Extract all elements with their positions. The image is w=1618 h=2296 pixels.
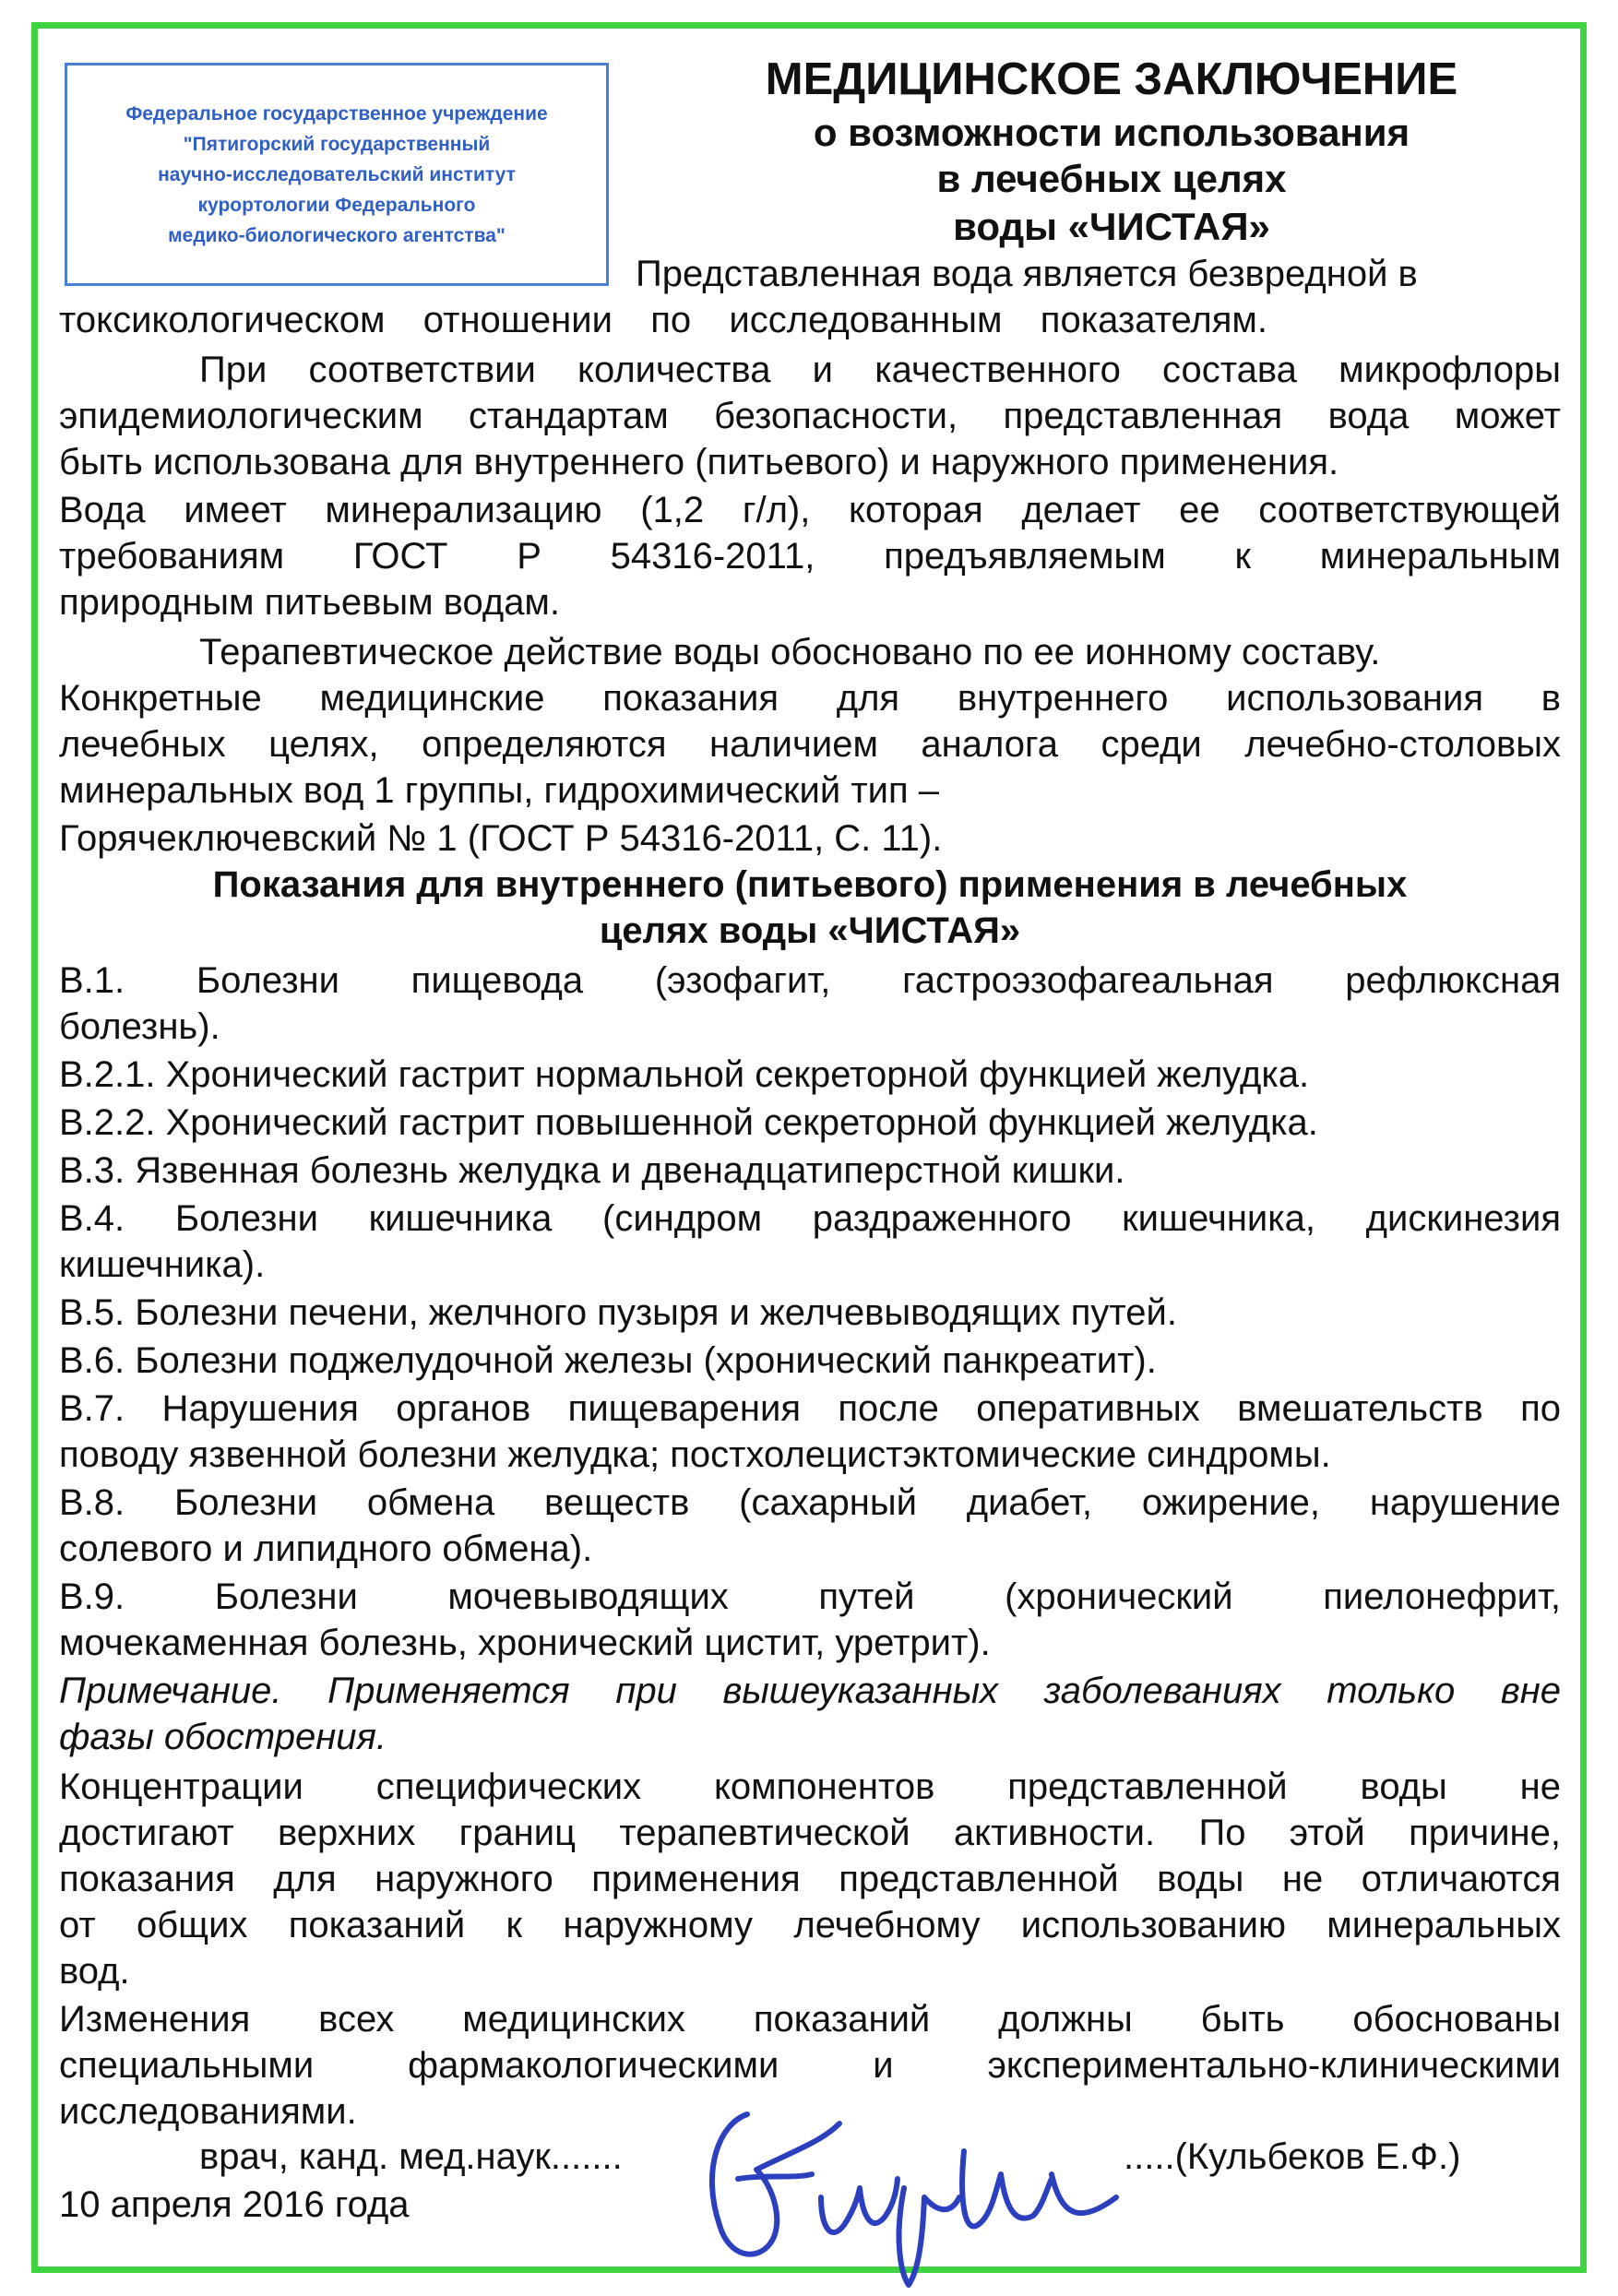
text-line: Концентрации специфических компонентов представленной воды не <box>59 1767 1561 1807</box>
stamp-line: медико-биологического агентства" <box>168 224 506 246</box>
text-line: Вода имеет минерализацию (1,2 г/л), которая делает ее соответствующей <box>59 490 1561 530</box>
note-text: Примечание. Применяется при вышеуказанных заболеваниях только вне <box>59 1671 1561 1711</box>
list-item: В.7. Нарушения органов пищеварения после оперативных вмешательств по <box>59 1388 1561 1429</box>
text-line: природным питьевым водам. <box>59 582 561 623</box>
list-item: В.3. Язвенная болезнь желудка и двенадцатиперстной кишки. <box>59 1150 1125 1191</box>
section-heading: Показания для внутреннего (питьевого) применения в лечебных <box>212 864 1408 905</box>
text-line: При соответствии количества и качественного состава микрофлоры <box>199 350 1561 390</box>
list-item: В.5. Болезни печени, желчного пузыря и желчевыводящих путей. <box>59 1292 1177 1333</box>
text-line: быть использована для внутреннего (питьевого) и наружного применения. <box>59 442 1339 482</box>
text-line: вод. <box>59 1951 130 1992</box>
text-line: эпидемиологическим стандартам безопасности, представленная вода может <box>59 396 1561 436</box>
text-line: минеральных вод 1 группы, гидрохимический тип – <box>59 770 940 811</box>
document-title: МЕДИЦИНСКОЕ ЗАКЛЮЧЕНИЕ <box>765 54 1458 104</box>
list-item: В.4. Болезни кишечника (синдром раздраженного кишечника, дискинезия <box>59 1198 1561 1239</box>
list-item: В.9. Болезни мочевыводящих путей (хронический пиелонефрит, <box>59 1576 1561 1617</box>
document-subtitle: в лечебных целях <box>936 157 1287 200</box>
text-line: исследованиями. <box>59 2091 357 2132</box>
document-body <box>59 0 1561 2296</box>
list-item: мочекаменная болезнь, хронический цистит, уретрит). <box>59 1623 991 1663</box>
text-line: требованиям ГОСТ Р 54316-2011, предъявляемым к минеральным <box>59 536 1561 577</box>
text-line: достигают верхних границ терапевтической активности. По этой причине, <box>59 1813 1561 1853</box>
list-item: кишечника). <box>59 1244 266 1285</box>
text-line: от общих показаний к наружному лечебному использованию минеральных <box>59 1905 1561 1945</box>
list-item: В.1. Болезни пищевода (эзофагит, гастроэзофагеальная рефлюксная <box>59 960 1561 1001</box>
document-date: 10 апреля 2016 года <box>59 2184 410 2225</box>
stamp-line: курортологии Федерального <box>197 194 476 216</box>
list-item: болезнь). <box>59 1006 220 1047</box>
text-line: токсикологическом отношении по исследованным показателям. <box>59 300 1267 340</box>
text-line: Терапевтическое действие воды обосновано по ее ионному составу. <box>199 632 1381 672</box>
list-item: В.6. Болезни поджелудочной железы (хронический панкреатит). <box>59 1340 1157 1381</box>
text-line: Конкретные медицинские показания для внутреннего использования в <box>59 678 1561 719</box>
handwritten-signature <box>683 2087 1125 2290</box>
stamp-line: Федеральное государственное учреждение <box>125 102 548 125</box>
list-item: солевого и липидного обмена). <box>59 1529 593 1569</box>
text-line: специальными фармакологическими и экспериментально-клиническими <box>59 2045 1561 2086</box>
section-heading: целях воды «ЧИСТАЯ» <box>599 910 1021 951</box>
signature-name: .....(Кульбеков Е.Ф.) <box>1124 2136 1461 2177</box>
list-item: В.2.1. Хронический гастрит нормальной секреторной функцией желудка. <box>59 1054 1310 1095</box>
stamp-line: "Пятигорский государственный <box>183 133 491 155</box>
text-line: показания для наружного применения представленной воды не отличаются <box>59 1859 1561 1899</box>
text-line: Горячеключевский № 1 (ГОСТ Р 54316-2011, С. 11). <box>59 818 943 859</box>
document-subtitle: о возможности использования <box>813 111 1410 154</box>
list-item: поводу язвенной болезни желудка; постхолецистэктомические синдромы. <box>59 1434 1331 1475</box>
signature-position: врач, канд. мед.наук....... <box>199 2136 623 2177</box>
note-text: фазы обострения. <box>59 1717 387 1757</box>
text-line: лечебных целях, определяются наличием аналога среди лечебно-столовых <box>59 724 1561 765</box>
list-item: В.8. Болезни обмена веществ (сахарный диабет, ожирение, нарушение <box>59 1482 1561 1523</box>
text-line: Представленная вода является безвредной в <box>636 254 1418 294</box>
text-line: Изменения всех медицинских показаний должны быть обоснованы <box>59 1999 1561 2040</box>
list-item: В.2.2. Хронический гастрит повышенной секреторной функцией желудка. <box>59 1102 1318 1143</box>
document-subtitle: воды «ЧИСТАЯ» <box>953 205 1270 248</box>
stamp-line: научно-исследовательский институт <box>158 163 516 185</box>
